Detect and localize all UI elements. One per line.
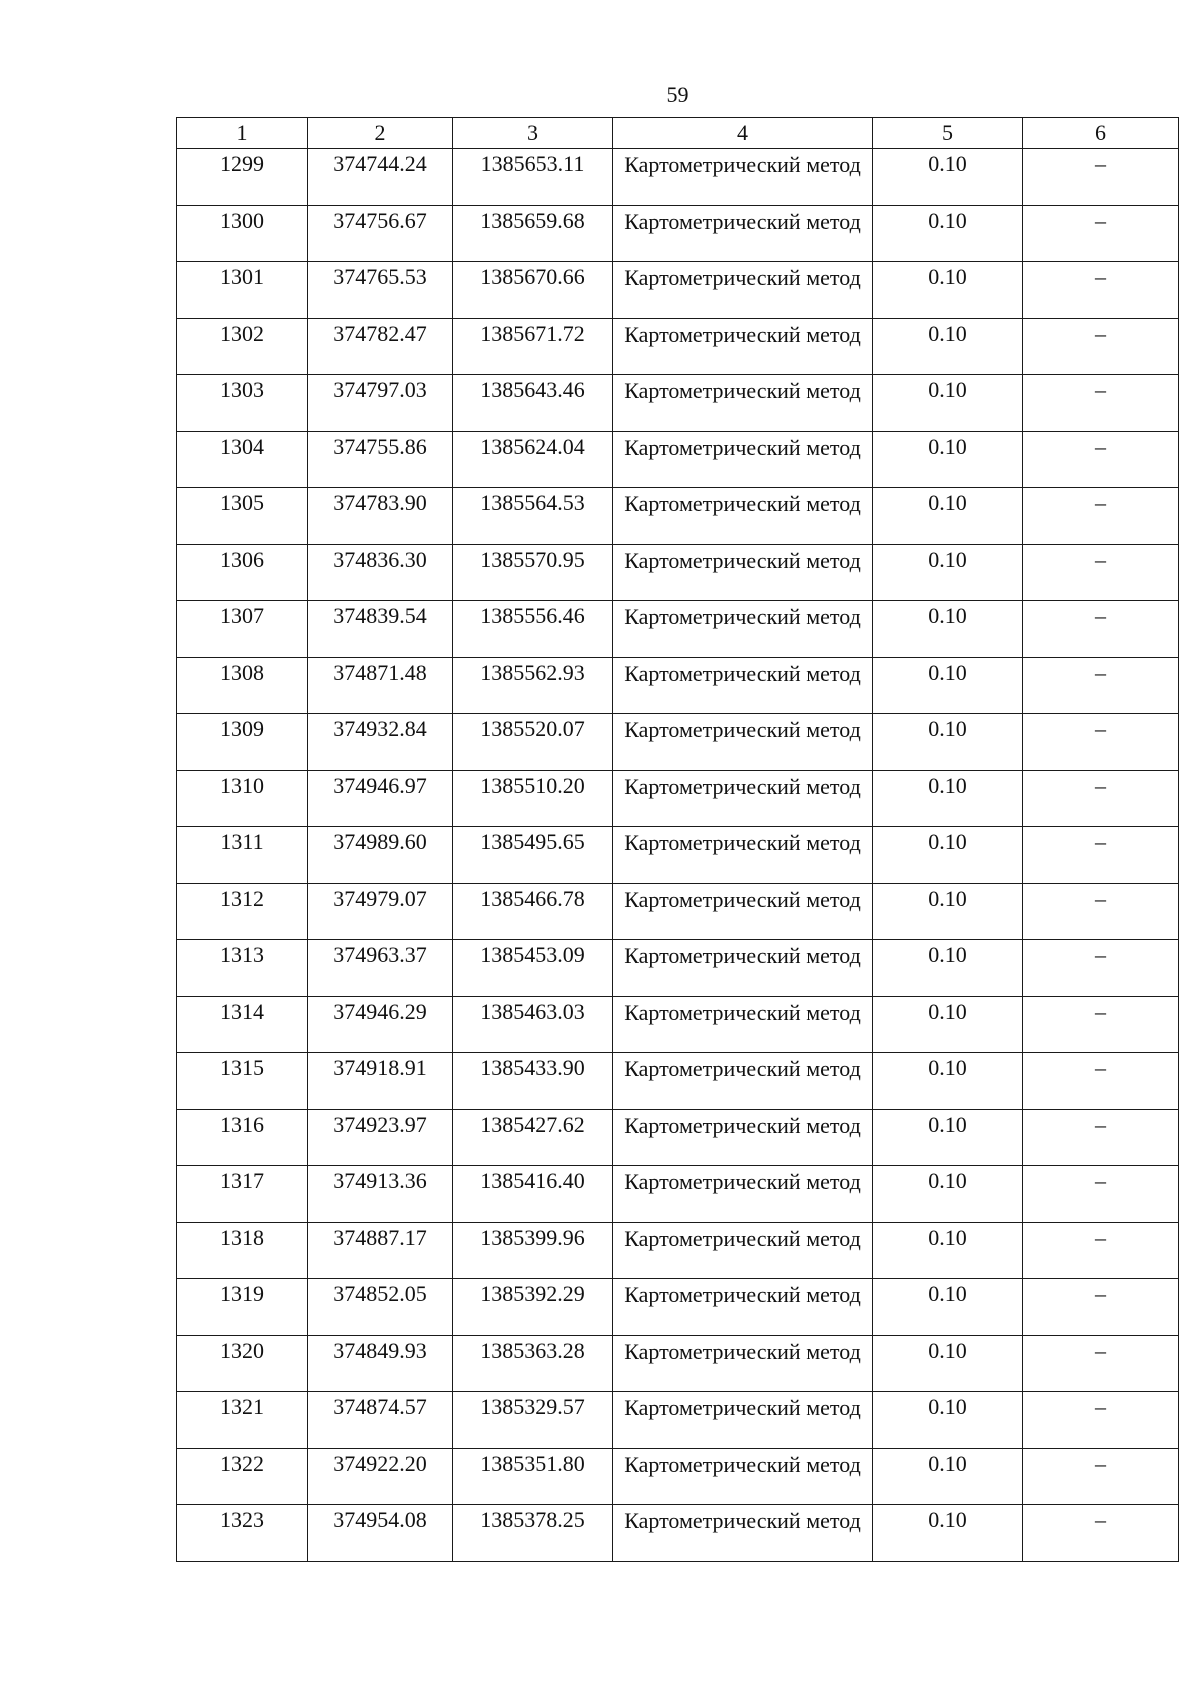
column-header: 4 <box>613 118 873 149</box>
table-row <box>177 205 1179 262</box>
x-coordinate-cell: 374918.91 <box>308 1053 453 1110</box>
method-cell: Картометрический метод <box>613 996 873 1053</box>
accuracy-cell: 0.10 <box>873 1053 1023 1110</box>
y-coordinate-cell: 1385670.66 <box>453 262 613 319</box>
note-cell: – <box>1023 1448 1179 1505</box>
page-number: 59 <box>666 82 689 107</box>
table-row <box>177 996 1179 1053</box>
accuracy-cell: 0.10 <box>873 1505 1023 1562</box>
table-header-row <box>177 118 1179 149</box>
x-coordinate-cell: 374871.48 <box>308 657 453 714</box>
note-cell: – <box>1023 205 1179 262</box>
point-number-cell: 1310 <box>177 770 308 827</box>
table-row <box>177 431 1179 488</box>
x-coordinate-cell: 374946.97 <box>308 770 453 827</box>
x-coordinate-cell: 374755.86 <box>308 431 453 488</box>
note-cell: – <box>1023 1166 1179 1223</box>
table-row <box>177 657 1179 714</box>
note-cell: – <box>1023 827 1179 884</box>
accuracy-cell: 0.10 <box>873 488 1023 545</box>
table-row <box>177 714 1179 771</box>
table-body <box>177 149 1179 1562</box>
point-number-cell: 1299 <box>177 149 308 206</box>
method-cell: Картометрический метод <box>613 1166 873 1223</box>
x-coordinate-cell: 374744.24 <box>308 149 453 206</box>
x-coordinate-cell: 374979.07 <box>308 883 453 940</box>
x-coordinate-cell: 374954.08 <box>308 1505 453 1562</box>
note-cell: – <box>1023 544 1179 601</box>
y-coordinate-cell: 1385653.11 <box>453 149 613 206</box>
y-coordinate-cell: 1385510.20 <box>453 770 613 827</box>
accuracy-cell: 0.10 <box>873 1392 1023 1449</box>
table-row <box>177 940 1179 997</box>
column-header: 2 <box>308 118 453 149</box>
table-row <box>177 827 1179 884</box>
method-cell: Картометрический метод <box>613 1448 873 1505</box>
point-number-cell: 1314 <box>177 996 308 1053</box>
method-cell: Картометрический метод <box>613 657 873 714</box>
x-coordinate-cell: 374946.29 <box>308 996 453 1053</box>
accuracy-cell: 0.10 <box>873 1279 1023 1336</box>
accuracy-cell: 0.10 <box>873 205 1023 262</box>
point-number-cell: 1306 <box>177 544 308 601</box>
method-cell: Картометрический метод <box>613 883 873 940</box>
table-row <box>177 1166 1179 1223</box>
accuracy-cell: 0.10 <box>873 657 1023 714</box>
point-number-cell: 1315 <box>177 1053 308 1110</box>
method-cell: Картометрический метод <box>613 1279 873 1336</box>
y-coordinate-cell: 1385562.93 <box>453 657 613 714</box>
method-cell: Картометрический метод <box>613 262 873 319</box>
note-cell: – <box>1023 657 1179 714</box>
table-row <box>177 149 1179 206</box>
x-coordinate-cell: 374922.20 <box>308 1448 453 1505</box>
x-coordinate-cell: 374836.30 <box>308 544 453 601</box>
x-coordinate-cell: 374963.37 <box>308 940 453 997</box>
method-cell: Картометрический метод <box>613 827 873 884</box>
x-coordinate-cell: 374913.36 <box>308 1166 453 1223</box>
point-number-cell: 1323 <box>177 1505 308 1562</box>
y-coordinate-cell: 1385453.09 <box>453 940 613 997</box>
point-number-cell: 1303 <box>177 375 308 432</box>
x-coordinate-cell: 374887.17 <box>308 1222 453 1279</box>
point-number-cell: 1313 <box>177 940 308 997</box>
note-cell: – <box>1023 714 1179 771</box>
note-cell: – <box>1023 1222 1179 1279</box>
x-coordinate-cell: 374932.84 <box>308 714 453 771</box>
method-cell: Картометрический метод <box>613 318 873 375</box>
accuracy-cell: 0.10 <box>873 996 1023 1053</box>
method-cell: Картометрический метод <box>613 205 873 262</box>
method-cell: Картометрический метод <box>613 431 873 488</box>
accuracy-cell: 0.10 <box>873 714 1023 771</box>
x-coordinate-cell: 374782.47 <box>308 318 453 375</box>
point-number-cell: 1304 <box>177 431 308 488</box>
note-cell: – <box>1023 996 1179 1053</box>
note-cell: – <box>1023 1335 1179 1392</box>
point-number-cell: 1311 <box>177 827 308 884</box>
x-coordinate-cell: 374839.54 <box>308 601 453 658</box>
point-number-cell: 1302 <box>177 318 308 375</box>
y-coordinate-cell: 1385427.62 <box>453 1109 613 1166</box>
method-cell: Картометрический метод <box>613 544 873 601</box>
accuracy-cell: 0.10 <box>873 827 1023 884</box>
y-coordinate-cell: 1385659.68 <box>453 205 613 262</box>
point-number-cell: 1307 <box>177 601 308 658</box>
y-coordinate-cell: 1385671.72 <box>453 318 613 375</box>
y-coordinate-cell: 1385643.46 <box>453 375 613 432</box>
accuracy-cell: 0.10 <box>873 883 1023 940</box>
method-cell: Картометрический метод <box>613 1222 873 1279</box>
accuracy-cell: 0.10 <box>873 770 1023 827</box>
note-cell: – <box>1023 262 1179 319</box>
note-cell: – <box>1023 601 1179 658</box>
table-row <box>177 1053 1179 1110</box>
y-coordinate-cell: 1385570.95 <box>453 544 613 601</box>
accuracy-cell: 0.10 <box>873 262 1023 319</box>
x-coordinate-cell: 374783.90 <box>308 488 453 545</box>
accuracy-cell: 0.10 <box>873 940 1023 997</box>
point-number-cell: 1316 <box>177 1109 308 1166</box>
table-row <box>177 262 1179 319</box>
x-coordinate-cell: 374797.03 <box>308 375 453 432</box>
point-number-cell: 1305 <box>177 488 308 545</box>
accuracy-cell: 0.10 <box>873 431 1023 488</box>
point-number-cell: 1317 <box>177 1166 308 1223</box>
method-cell: Картометрический метод <box>613 488 873 545</box>
y-coordinate-cell: 1385624.04 <box>453 431 613 488</box>
accuracy-cell: 0.10 <box>873 1166 1023 1223</box>
x-coordinate-cell: 374849.93 <box>308 1335 453 1392</box>
accuracy-cell: 0.10 <box>873 1109 1023 1166</box>
note-cell: – <box>1023 1279 1179 1336</box>
point-number-cell: 1318 <box>177 1222 308 1279</box>
x-coordinate-cell: 374874.57 <box>308 1392 453 1449</box>
note-cell: – <box>1023 1053 1179 1110</box>
point-number-cell: 1320 <box>177 1335 308 1392</box>
y-coordinate-cell: 1385433.90 <box>453 1053 613 1110</box>
table-row <box>177 375 1179 432</box>
table-row <box>177 1335 1179 1392</box>
table-row <box>177 1222 1179 1279</box>
table-row <box>177 770 1179 827</box>
note-cell: – <box>1023 940 1179 997</box>
x-coordinate-cell: 374756.67 <box>308 205 453 262</box>
point-number-cell: 1308 <box>177 657 308 714</box>
point-number-cell: 1312 <box>177 883 308 940</box>
method-cell: Картометрический метод <box>613 1053 873 1110</box>
point-number-cell: 1309 <box>177 714 308 771</box>
column-header: 6 <box>1023 118 1179 149</box>
note-cell: – <box>1023 1109 1179 1166</box>
x-coordinate-cell: 374923.97 <box>308 1109 453 1166</box>
note-cell: – <box>1023 1505 1179 1562</box>
y-coordinate-cell: 1385351.80 <box>453 1448 613 1505</box>
note-cell: – <box>1023 318 1179 375</box>
method-cell: Картометрический метод <box>613 1505 873 1562</box>
accuracy-cell: 0.10 <box>873 149 1023 206</box>
y-coordinate-cell: 1385466.78 <box>453 883 613 940</box>
y-coordinate-cell: 1385564.53 <box>453 488 613 545</box>
accuracy-cell: 0.10 <box>873 601 1023 658</box>
y-coordinate-cell: 1385329.57 <box>453 1392 613 1449</box>
column-header: 5 <box>873 118 1023 149</box>
note-cell: – <box>1023 488 1179 545</box>
x-coordinate-cell: 374989.60 <box>308 827 453 884</box>
note-cell: – <box>1023 770 1179 827</box>
y-coordinate-cell: 1385378.25 <box>453 1505 613 1562</box>
column-header: 3 <box>453 118 613 149</box>
table-row <box>177 883 1179 940</box>
coordinates-table <box>176 117 1179 1562</box>
point-number-cell: 1321 <box>177 1392 308 1449</box>
note-cell: – <box>1023 149 1179 206</box>
note-cell: – <box>1023 431 1179 488</box>
method-cell: Картометрический метод <box>613 770 873 827</box>
method-cell: Картометрический метод <box>613 1335 873 1392</box>
table-row <box>177 601 1179 658</box>
method-cell: Картометрический метод <box>613 1109 873 1166</box>
accuracy-cell: 0.10 <box>873 1448 1023 1505</box>
accuracy-cell: 0.10 <box>873 375 1023 432</box>
point-number-cell: 1319 <box>177 1279 308 1336</box>
table-row <box>177 1392 1179 1449</box>
x-coordinate-cell: 374765.53 <box>308 262 453 319</box>
accuracy-cell: 0.10 <box>873 318 1023 375</box>
y-coordinate-cell: 1385363.28 <box>453 1335 613 1392</box>
method-cell: Картометрический метод <box>613 940 873 997</box>
method-cell: Картометрический метод <box>613 1392 873 1449</box>
accuracy-cell: 0.10 <box>873 1222 1023 1279</box>
x-coordinate-cell: 374852.05 <box>308 1279 453 1336</box>
table-row <box>177 318 1179 375</box>
y-coordinate-cell: 1385556.46 <box>453 601 613 658</box>
method-cell: Картометрический метод <box>613 375 873 432</box>
table-row <box>177 1279 1179 1336</box>
y-coordinate-cell: 1385495.65 <box>453 827 613 884</box>
note-cell: – <box>1023 375 1179 432</box>
table-row <box>177 1109 1179 1166</box>
table-row <box>177 1505 1179 1562</box>
table-row <box>177 1448 1179 1505</box>
accuracy-cell: 0.10 <box>873 1335 1023 1392</box>
method-cell: Картометрический метод <box>613 149 873 206</box>
note-cell: – <box>1023 1392 1179 1449</box>
table-row <box>177 544 1179 601</box>
accuracy-cell: 0.10 <box>873 544 1023 601</box>
point-number-cell: 1301 <box>177 262 308 319</box>
point-number-cell: 1300 <box>177 205 308 262</box>
point-number-cell: 1322 <box>177 1448 308 1505</box>
y-coordinate-cell: 1385416.40 <box>453 1166 613 1223</box>
method-cell: Картометрический метод <box>613 714 873 771</box>
note-cell: – <box>1023 883 1179 940</box>
y-coordinate-cell: 1385520.07 <box>453 714 613 771</box>
table-row <box>177 488 1179 545</box>
y-coordinate-cell: 1385399.96 <box>453 1222 613 1279</box>
y-coordinate-cell: 1385392.29 <box>453 1279 613 1336</box>
column-header: 1 <box>177 118 308 149</box>
method-cell: Картометрический метод <box>613 601 873 658</box>
y-coordinate-cell: 1385463.03 <box>453 996 613 1053</box>
